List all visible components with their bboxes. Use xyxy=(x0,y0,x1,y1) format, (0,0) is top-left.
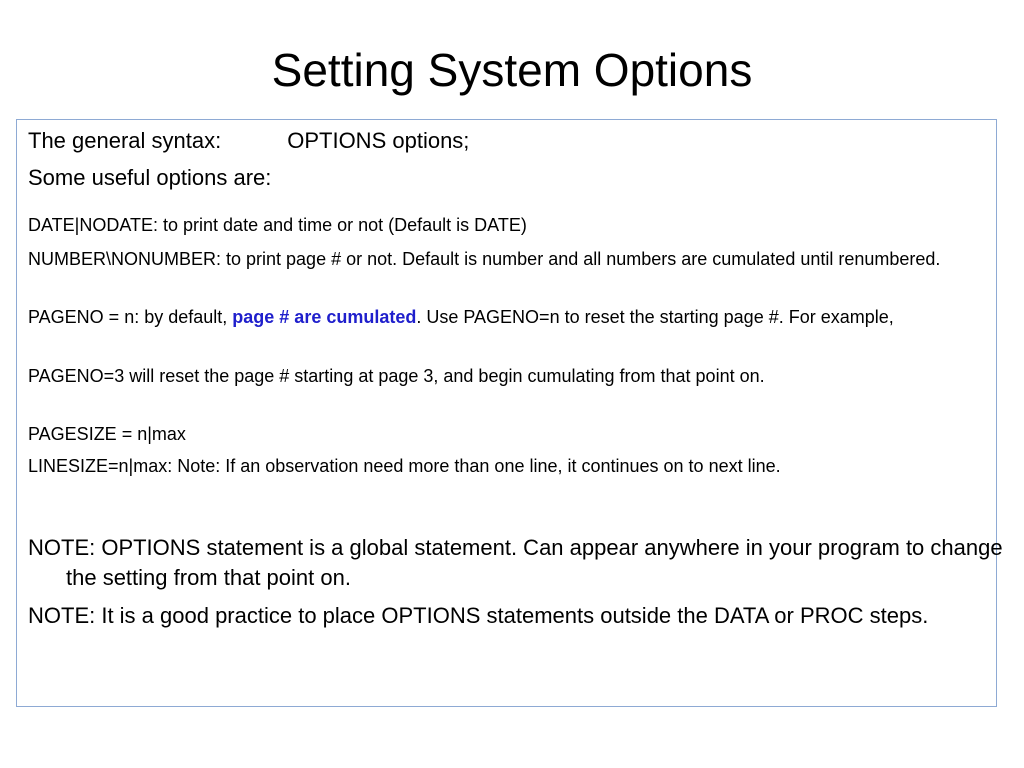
option-pageno-example: PAGENO=3 will reset the page # starting at page 3, and begin cumulating from that point on. xyxy=(28,366,765,386)
syntax-label: The general syntax: xyxy=(28,128,222,153)
note-global-statement: NOTE: OPTIONS statement is a global statement. Can appear anywhere in your program to change the setting from that point on. xyxy=(28,535,1003,590)
option-number: NUMBER\NONUMBER: to print page # or not. Default is number and all numbers are cumulated until renumbered. xyxy=(28,249,941,269)
option-date: DATE|NODATE: to print date and time or not (Default is DATE) xyxy=(28,215,527,235)
note-good-practice: NOTE: It is a good practice to place OPTIONS statements outside the DATA or PROC steps. xyxy=(28,603,929,628)
syntax-value: OPTIONS options; xyxy=(287,128,470,153)
option-pageno xyxy=(28,304,1016,330)
option-pagesize: PAGESIZE = n|max xyxy=(28,424,186,444)
option-pageno-after: . Use PAGENO=n to reset the starting page #. For example, xyxy=(416,307,894,327)
content-box xyxy=(16,119,1003,707)
slide-title: Setting System Options xyxy=(271,44,753,96)
useful-options-intro: Some useful options are: xyxy=(28,165,272,190)
syntax-line xyxy=(28,126,1016,155)
option-linesize: LINESIZE=n|max: Note: If an observation need more than one line, it continues on to next line. xyxy=(28,456,781,476)
option-pageno-before: PAGENO = n: by default, xyxy=(28,307,233,327)
option-pageno-highlight: page # are cumulated xyxy=(232,307,417,327)
